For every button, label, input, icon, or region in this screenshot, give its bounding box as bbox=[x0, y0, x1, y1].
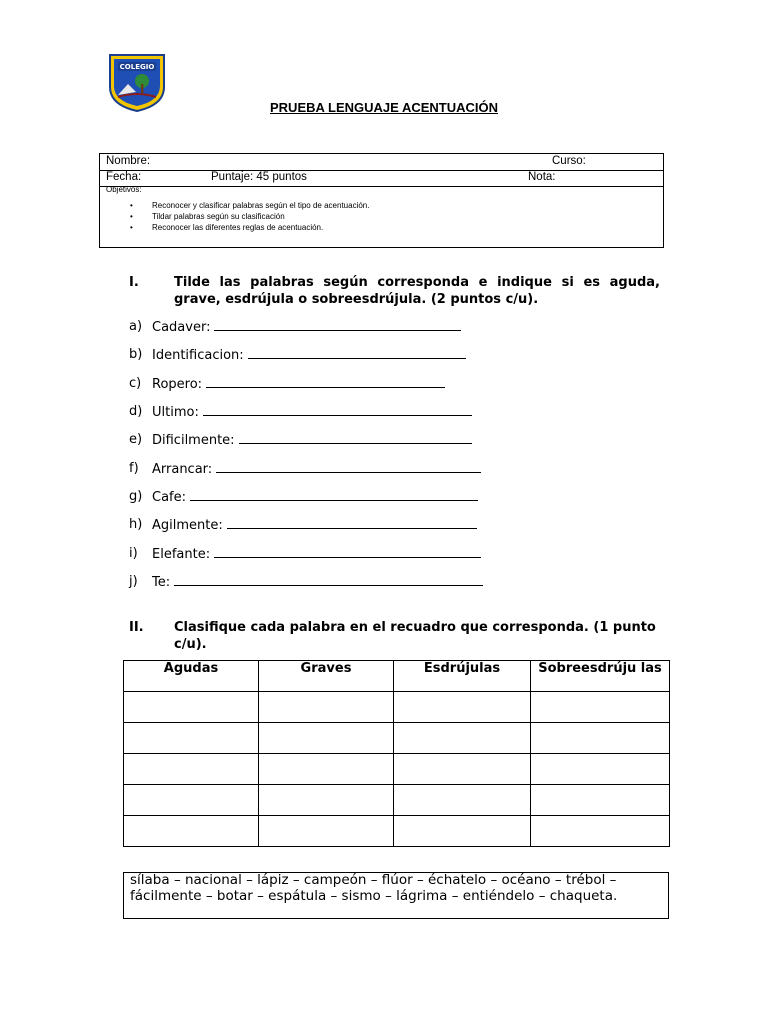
word-bank-text: sílaba – nacional – lápiz – campeón – flúor – échatelo – océano – trébol – fácilmente – botar – espátula – sismo – lágrima – entiéndelo – chaqueta. bbox=[130, 872, 618, 904]
answer-line[interactable] bbox=[216, 460, 481, 473]
table-cell[interactable] bbox=[531, 723, 670, 754]
question-letter: c) bbox=[129, 376, 142, 391]
answer-line[interactable] bbox=[248, 346, 466, 359]
table-cell[interactable] bbox=[259, 816, 394, 847]
section-1-number: I. bbox=[129, 275, 139, 290]
answer-line[interactable] bbox=[214, 318, 461, 331]
question-word: Te: bbox=[152, 575, 171, 590]
table-cell[interactable] bbox=[259, 723, 394, 754]
question-word: Elefante: bbox=[152, 547, 211, 562]
table-cell[interactable] bbox=[394, 785, 531, 816]
section-2-instructions: Clasifique cada palabra en el recuadro que corresponda. (1 punto c/u). bbox=[174, 620, 656, 652]
objetivo-item: • Tildar palabras según su clasificación bbox=[130, 211, 369, 222]
objetivos-list bbox=[130, 200, 369, 233]
header-agudas: Agudas bbox=[124, 661, 259, 692]
question-letter: j) bbox=[129, 574, 138, 589]
table-cell[interactable] bbox=[394, 723, 531, 754]
question-word: Arrancar: bbox=[152, 462, 213, 477]
logo-top-text: COLEGIO bbox=[119, 63, 155, 71]
question-word: Dificilmente: bbox=[152, 433, 235, 448]
answer-line[interactable] bbox=[190, 488, 478, 501]
question-letter: e) bbox=[129, 432, 143, 447]
table-cell[interactable] bbox=[259, 754, 394, 785]
info-row-fecha bbox=[100, 170, 663, 187]
question-word: Identificacion: bbox=[152, 348, 244, 363]
table-cell[interactable] bbox=[259, 692, 394, 723]
table-cell[interactable] bbox=[531, 692, 670, 723]
section-1-instructions: Tilde las palabras según corresponda e indique si es aguda, grave, esdrújula o sobreesdrújula. (2 puntos c/u). bbox=[174, 275, 660, 307]
table-cell[interactable] bbox=[124, 816, 259, 847]
question-word: Ropero: bbox=[152, 377, 203, 392]
classification-table bbox=[123, 660, 670, 847]
question-word: Ultimo: bbox=[152, 405, 199, 420]
word-bank-box bbox=[123, 872, 669, 919]
objetivo-item: • Reconocer las diferentes reglas de acentuación. bbox=[130, 222, 369, 233]
table-cell[interactable] bbox=[124, 692, 259, 723]
table-row bbox=[124, 723, 670, 754]
table-cell[interactable] bbox=[124, 785, 259, 816]
table-cell[interactable] bbox=[394, 816, 531, 847]
answer-line[interactable] bbox=[174, 573, 483, 586]
header-graves: Graves bbox=[259, 661, 394, 692]
puntaje-label: Puntaje: 45 puntos bbox=[211, 171, 307, 183]
info-row-nombre bbox=[100, 154, 663, 171]
page-title: PRUEBA LENGUAJE ACENTUACIÓN bbox=[270, 100, 498, 115]
answer-line[interactable] bbox=[239, 431, 472, 444]
table-cell[interactable] bbox=[531, 816, 670, 847]
table-cell[interactable] bbox=[259, 785, 394, 816]
header-esdrujulas: Esdrújulas bbox=[394, 661, 531, 692]
question-letter: f) bbox=[129, 461, 139, 476]
answer-line[interactable] bbox=[227, 516, 477, 529]
question-word: Cadaver: bbox=[152, 320, 211, 335]
section-2-number: II. bbox=[129, 620, 144, 635]
question-letter: d) bbox=[129, 404, 143, 419]
question-letter: b) bbox=[129, 347, 143, 362]
objetivos-label: Objetivos: bbox=[106, 185, 142, 194]
answer-line[interactable] bbox=[214, 545, 481, 558]
nota-field[interactable]: Nota: bbox=[528, 171, 556, 183]
answer-line[interactable] bbox=[203, 403, 472, 416]
table-cell[interactable] bbox=[394, 692, 531, 723]
nombre-field[interactable]: Nombre: bbox=[106, 155, 151, 167]
table-row bbox=[124, 816, 670, 847]
question-word: Agilmente: bbox=[152, 518, 223, 533]
question-letter: i) bbox=[129, 546, 138, 561]
objetivo-item: • Reconocer y clasificar palabras según el tipo de acentuación. bbox=[130, 200, 369, 211]
table-cell[interactable] bbox=[124, 723, 259, 754]
question-letter: g) bbox=[129, 489, 143, 504]
table-row bbox=[124, 692, 670, 723]
student-info-box bbox=[99, 153, 664, 248]
table-cell[interactable] bbox=[531, 754, 670, 785]
table-cell[interactable] bbox=[394, 754, 531, 785]
table-cell[interactable] bbox=[124, 754, 259, 785]
header-sobreesdrujulas: Sobreesdrúju las bbox=[531, 661, 670, 692]
curso-field[interactable]: Curso: bbox=[552, 155, 586, 167]
table-cell[interactable] bbox=[531, 785, 670, 816]
answer-line[interactable] bbox=[206, 375, 445, 388]
question-letter: a) bbox=[129, 319, 143, 334]
table-row bbox=[124, 754, 670, 785]
table-row bbox=[124, 785, 670, 816]
question-letter: h) bbox=[129, 517, 143, 532]
question-word: Cafe: bbox=[152, 490, 186, 505]
fecha-field[interactable]: Fecha: bbox=[106, 171, 142, 183]
table-header-row bbox=[124, 661, 670, 692]
